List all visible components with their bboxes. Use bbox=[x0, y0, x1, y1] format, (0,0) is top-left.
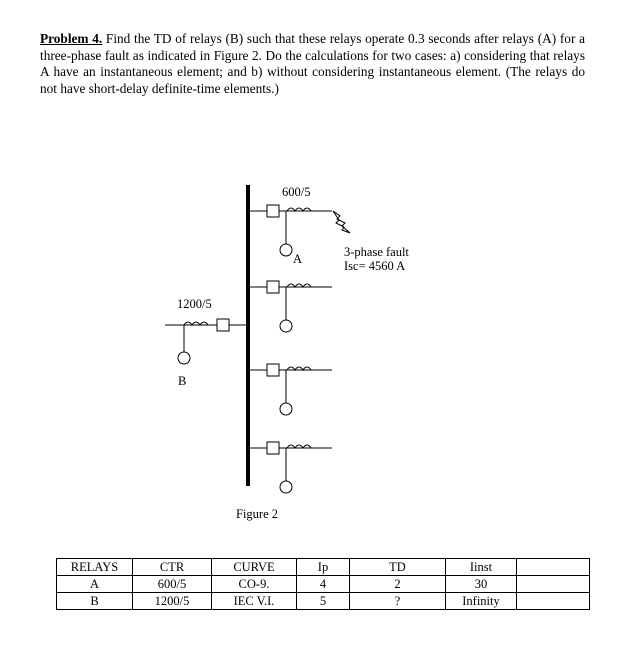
header-cell: TD bbox=[350, 559, 446, 576]
ctr-a-label: 600/5 bbox=[282, 185, 311, 199]
table-cell: CO-9. bbox=[212, 576, 297, 593]
table-cell: 30 bbox=[446, 576, 517, 593]
feeder-3 bbox=[248, 364, 332, 415]
relay-settings-table bbox=[56, 558, 590, 610]
table-cell: B bbox=[57, 593, 133, 610]
feeder-2 bbox=[248, 281, 332, 332]
header-cell: CURVE bbox=[212, 559, 297, 576]
problem-heading: Problem 4. bbox=[40, 31, 103, 46]
table-cell bbox=[517, 576, 590, 593]
figure-caption: Figure 2 bbox=[236, 507, 279, 521]
table-cell: 2 bbox=[350, 576, 446, 593]
table-header-row bbox=[57, 559, 590, 576]
header-cell: Iinst bbox=[446, 559, 517, 576]
table-cell: 1200/5 bbox=[133, 593, 212, 610]
table-row bbox=[57, 576, 590, 593]
ctr-b-label: 1200/5 bbox=[177, 297, 212, 311]
fault-current-label: Isc= 4560 A bbox=[344, 259, 406, 273]
table-cell: 600/5 bbox=[133, 576, 212, 593]
table-cell: ? bbox=[350, 593, 446, 610]
header-cell: RELAYS bbox=[57, 559, 133, 576]
problem-text: Find the TD of relays (B) such that these relays operate 0.3 seconds after relays (A) for a three-phase fault as indicated in Figure 2. Do the calculations for two cases: a) considering that relays A have an instantaneous element; and b) without considering instantaneous element. (The relays do not have short-delay definite-time elements.) bbox=[40, 31, 586, 96]
table-cell: IEC V.I. bbox=[212, 593, 297, 610]
incomer-b bbox=[165, 319, 248, 364]
header-cell bbox=[517, 559, 590, 576]
table-cell: 4 bbox=[297, 576, 350, 593]
feeder-a bbox=[248, 205, 332, 256]
relay-a-label: A bbox=[293, 252, 303, 266]
table-cell: Infinity bbox=[446, 593, 517, 610]
header-cell: Ip bbox=[297, 559, 350, 576]
fault-lightning-icon bbox=[333, 211, 350, 233]
table-cell: A bbox=[57, 576, 133, 593]
feeder-4 bbox=[248, 442, 332, 493]
fault-label: 3-phase fault bbox=[344, 245, 409, 259]
table-row bbox=[57, 593, 590, 610]
table-cell bbox=[517, 593, 590, 610]
relay-b-label: B bbox=[178, 374, 187, 388]
table-cell: 5 bbox=[297, 593, 350, 610]
header-cell: CTR bbox=[133, 559, 212, 576]
